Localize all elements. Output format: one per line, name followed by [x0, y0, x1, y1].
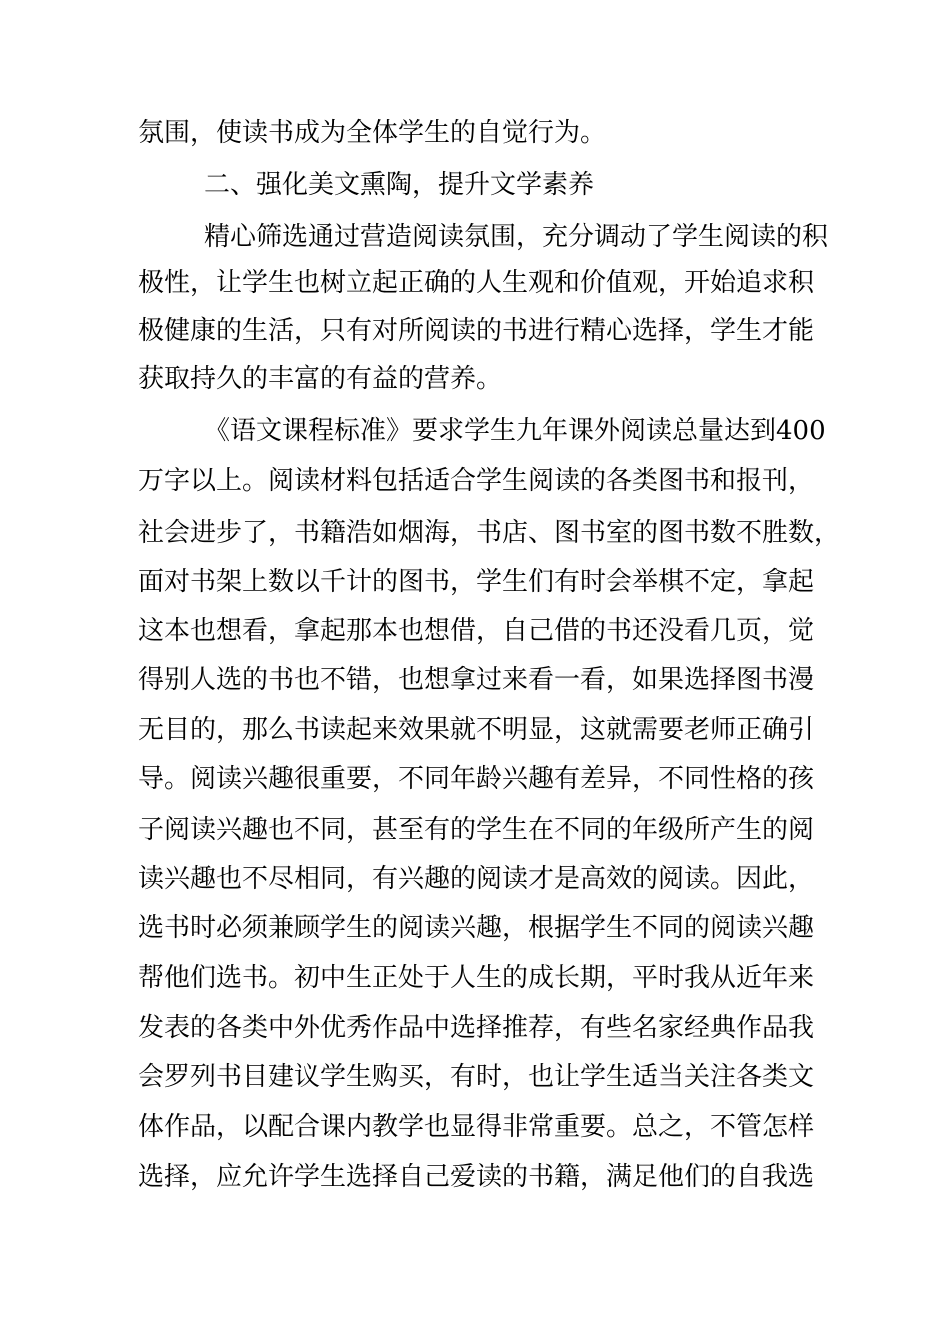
paragraph-line: 读兴趣也不尽相同，有兴趣的阅读才是高效的阅读。因此， [138, 864, 815, 894]
paragraph-line: 体作品，以配合课内教学也显得非常重要。总之，不管怎样 [138, 1112, 815, 1142]
paragraph-line: 获取持久的丰富的有益的营养。 [138, 364, 503, 394]
paragraph-line: 子阅读兴趣也不同，甚至有的学生在不同的年级所产生的阅 [138, 815, 815, 845]
paragraph-line: 选书时必须兼顾学生的阅读兴趣，根据学生不同的阅读兴趣 [138, 913, 815, 943]
paragraph-line: 面对书架上数以千计的图书，学生们有时会举棋不定，拿起 [138, 567, 815, 597]
paragraph-line: 万字以上。阅读材料包括适合学生阅读的各类图书和报刊， [138, 466, 815, 496]
paragraph-line: 精心筛选通过营造阅读氛围，充分调动了学生阅读的积 [204, 222, 829, 252]
paragraph-line: 无目的，那么书读起来效果就不明显，这就需要老师正确引 [138, 715, 815, 745]
paragraph-line: 社会进步了，书籍浩如烟海，书店、图书室的图书数不胜数， [138, 518, 841, 548]
paragraph-line: 氛围，使读书成为全体学生的自觉行为。 [138, 118, 607, 148]
paragraph-line: 极健康的生活，只有对所阅读的书进行精心选择，学生才能 [138, 316, 815, 346]
section-heading: 二、强化美文熏陶，提升文学素养 [204, 170, 595, 200]
paragraph-line: 导。阅读兴趣很重要，不同年龄兴趣有差异，不同性格的孩 [138, 764, 815, 794]
paragraph-line: 会罗列书目建议学生购买，有时，也让学生适当关注各类文 [138, 1062, 815, 1092]
paragraph-line: 帮他们选书。初中生正处于人生的成长期，平时我从近年来 [138, 963, 815, 993]
paragraph-line: 这本也想看，拿起那本也想借，自己借的书还没看几页，觉 [138, 616, 815, 646]
paragraph-line: 得别人选的书也不错，也想拿过来看一看，如果选择图书漫 [138, 665, 815, 695]
paragraph-line: 极性，让学生也树立起正确的人生观和价值观，开始追求积 [138, 268, 815, 298]
paragraph-line: 选择，应允许学生选择自己爱读的书籍，满足他们的自我选 [138, 1162, 815, 1192]
paragraph-line: 《语文课程标准》要求学生九年课外阅读总量达到400 [204, 416, 826, 446]
paragraph-line: 发表的各类中外优秀作品中选择推荐，有些名家经典作品我 [138, 1013, 815, 1043]
